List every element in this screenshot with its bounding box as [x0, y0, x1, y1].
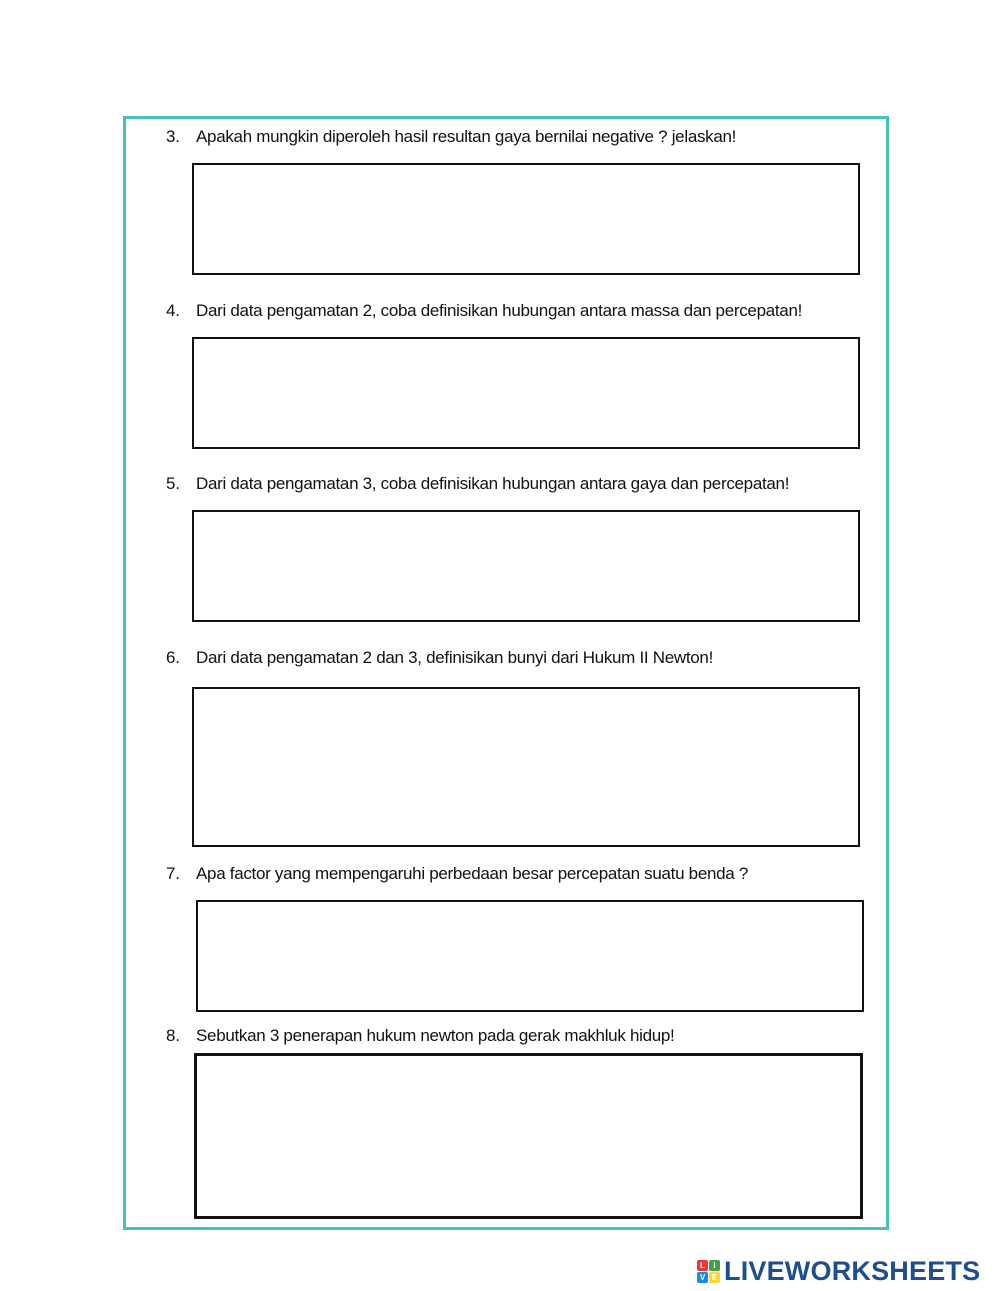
answer-box-6[interactable] — [192, 687, 860, 847]
logo-mark-letter-e: E — [709, 1272, 720, 1283]
logo-mark-letter-l: L — [697, 1260, 708, 1271]
answer-box-5[interactable] — [192, 510, 860, 622]
answer-box-8[interactable] — [194, 1053, 863, 1219]
question-8-text: Sebutkan 3 penerapan hukum newton pada gerak makhluk hidup! — [196, 1026, 675, 1045]
question-7-number: 7. — [166, 864, 180, 883]
question-3-text: Apakah mungkin diperoleh hasil resultan gaya bernilai negative ? jelaskan! — [196, 127, 737, 146]
question-5-number: 5. — [166, 474, 180, 493]
question-4-text: Dari data pengamatan 2, coba definisikan hubungan antara massa dan percepatan! — [196, 301, 803, 320]
logo-mark-letter-v: V — [697, 1272, 708, 1283]
answer-box-3[interactable] — [192, 163, 860, 275]
question-6-text: Dari data pengamatan 2 dan 3, definisikan bunyi dari Hukum II Newton! — [196, 648, 714, 667]
liveworksheets-logo — [697, 1256, 980, 1286]
question-4-number: 4. — [166, 301, 180, 320]
logo-text: LIVEWORKSHEETS — [724, 1256, 981, 1286]
answer-box-7[interactable] — [196, 900, 864, 1012]
question-5-text: Dari data pengamatan 3, coba definisikan hubungan antara gaya dan percepatan! — [196, 474, 790, 493]
question-6-number: 6. — [166, 648, 180, 667]
question-3-number: 3. — [166, 127, 180, 146]
answer-box-4[interactable] — [192, 337, 860, 449]
logo-mark-icon — [697, 1260, 720, 1283]
question-7-text: Apa factor yang mempengaruhi perbedaan besar percepatan suatu benda ? — [196, 864, 749, 883]
logo-mark-letter-i: I — [709, 1260, 720, 1271]
question-8-number: 8. — [166, 1026, 180, 1045]
